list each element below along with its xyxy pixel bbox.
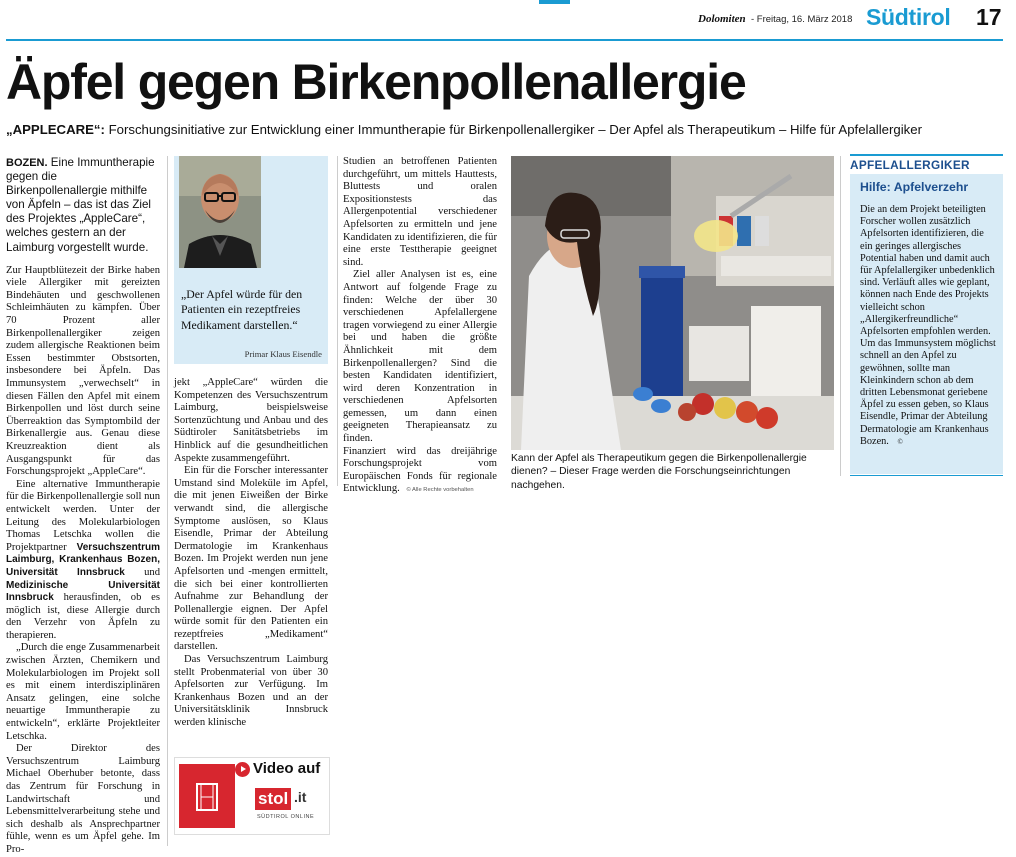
subline-text: Forschungsinitiative zur Entwicklung einer Immuntherapie für Birkenpollenallergiker – Der Apfel als Therapeutikum – Hilfe für Apfelallergiker xyxy=(104,122,922,137)
sidebar-text xyxy=(860,204,997,448)
column-1 xyxy=(6,156,160,857)
col1-paragraph-1: Zur Hauptblütezeit der Birke haben viele Allergiker mit gereizten Bindehäuten und geschwollenen Schleimhäuten zu kämpfen. Über 70 Prozent aller Birkenpollenallergiker zeigen zudem allergische Reaktionen beim Essen bestimmter Obstsorten, insbesondere bei Äpfeln. Das Immunsystem „verwechselt“ in diesen Fällen den Apfel mit einem Birkenpollen und löst durch seine Überreaktion das Symptombild der Birkenallergie aus. Genau diese Kreuzreaktion dient als Ausgangspunkt für das Forschungsprojekt „AppleCare“. xyxy=(6,264,160,478)
quote-box xyxy=(174,156,328,364)
top-accent-tab xyxy=(539,0,570,4)
sidebar-copyright: © xyxy=(897,437,903,446)
partner-names-2: Medizinische Universität Innsbruck xyxy=(6,579,160,604)
sidebar-title: Hilfe: Apfelverzehr xyxy=(860,180,969,194)
portrait-photo xyxy=(179,156,261,268)
stol-logo: stol xyxy=(255,788,291,810)
video-badge[interactable] xyxy=(174,757,330,835)
lab-scene-image xyxy=(511,156,834,450)
col1-paragraph-4: Der Direktor des Versuchszentrum Laimburg Michael Oberhuber betonte, dass das Zentrum für Forschung in Landwirtschaft und Lebensmittelverarbeitung stehe und sich deshalb als Ansprechpartner fühle, wenn es um Äpfel gehe. Im Pro- xyxy=(6,743,160,855)
rights-note: © Alle Rechte vorbehalten xyxy=(406,487,474,494)
masthead-page-number: 17 xyxy=(976,4,1002,30)
column-separator xyxy=(337,156,338,486)
col2-paragraph-3: Das Versuchszentrum Laimburg stellt Probenmaterial von über 30 Apfelsorten zur Verfügung. Im Krankenhaus Bozen und an der Universitätsklinik Innsbruck werden klinische xyxy=(174,654,328,729)
video-label: Video auf xyxy=(253,760,321,777)
sidebar-top-rule xyxy=(850,154,1003,156)
masthead-paper: Dolomiten xyxy=(698,13,746,25)
quote-attribution: Primar Klaus Eisendle xyxy=(244,349,322,359)
col2-paragraph-1: jekt „AppleCare“ würden die Kompetenzen des Versuchszentrum Laimburg, beispielsweise Sortenzüchtung und Anbau und des Südtiroler Sanitätsbetriebs im Hinblick auf die gesundheitlichen Aspekte zusammengeführt. xyxy=(174,377,328,464)
col1-paragraph-3: „Durch die enge Zusammenarbeit zwischen Ärzten, Chemikern und Molekularbiologen im Projekt soll es mit einem interdisziplinären Ansatz gelingen, eine solche neuartige Immuntherapie zu entwickeln“, erklärte Projektleiter Letschka. xyxy=(6,642,160,742)
intro-paragraph xyxy=(6,156,160,255)
sidebar-body: Die an dem Projekt beteiligten Forscher wollen zusätzlich Apfelsorten identifizieren, die ein geringes allergisches Potential haben und damit auch für Apfelallergiker unbedenklich sind. Verläuft alles wie geplant, können nach Ende des Projekts vielleicht schon „Allergikerfreundliche“ Apfelsorten empfohlen werden. Um das Immunsystem möglichst schnell an den Apfel zu gewöhnen, sollte man Kleinkindern schon ab dem dritten Lebensmonat geriebene Äpfel zu essen geben, so Klaus Eisendle, Primar der Abteilung Dermatologie am Krankenhaus Bozen. xyxy=(860,204,996,447)
subline xyxy=(6,122,1006,138)
masthead-dateline: - Freitag, 16. März 2018 xyxy=(751,14,853,25)
stol-tld: .it xyxy=(294,789,307,805)
sidebar-bottom-rule xyxy=(850,475,1003,476)
masthead xyxy=(600,3,1006,33)
col3-paragraph-2: Ziel aller Analysen ist es, eine Antwort auf folgende Frage zu finden: Welche der über 30 verschiedenen Apfelallergene tragen vorwiegend zu einer Allergie bei und haben die größte Ähnlichkeit mit dem Birkenpollenallergen? Sind die besten Kandidaten identifiziert, wird deren Konzentration in verschiedenen Apfelsorten gemessen, um dann einen geeigneten Therapieansatz zu finden. xyxy=(343,269,497,445)
masthead-rule xyxy=(6,39,1003,41)
column-separator xyxy=(167,156,168,846)
column-3 xyxy=(343,156,497,497)
col1-paragraph-2: Eine alternative Immuntherapie für die Birkenpollenallergie soll nun entwickelt werden. Unter der Leitung des Molekularbiologen Thomas Letschka wollen die Projektpartner Versuchszentrum Laimburg, Krankenhaus Bozen, Universität Innsbruck und Medizinische Universität Innsbruck herausfinden, ob es möglich ist, diese Allergie durch den Verzehr von Äpfeln zu therapieren. xyxy=(6,478,160,641)
lab-photo xyxy=(511,156,834,450)
col3-paragraph-3: Finanziert wird das dreijährige Forschungsprojekt vom Europäischen Fonds für regionale Entwicklung. xyxy=(343,445,497,495)
subline-lead: „APPLECARE“: xyxy=(6,122,105,137)
headline: Äpfel gegen Birkenpollenallergie xyxy=(6,54,746,110)
play-icon xyxy=(235,762,250,777)
video-icon-box xyxy=(179,764,235,828)
partner-names-1: Versuchszentrum Laimburg, Krankenhaus Bozen, Universität Innsbruck xyxy=(6,541,160,578)
stol-tagline: SÜDTIROL ONLINE xyxy=(257,814,315,820)
masthead-section: Südtirol xyxy=(866,4,951,30)
portrait-image xyxy=(179,156,261,268)
col2-paragraph-2: Ein für die Forscher interessanter Umstand sind Moleküle im Apfel, die mit jenen Eiweißen der Birke verwandt sind, die allergische Symptome auslösen, so Klaus Eisendle, Primar der Abteilung Dermatologie im Krankenhaus Bozen. Im Projekt werden nun jene Apfelsorten und -mengen ermittelt, die sich bei einer kontrollierten Aufnahme zur Behandlung der Pollenallergie eignen. Der Apfel würde somit für den Patienten ein rezeptfreies „Medikament“ darstellen. xyxy=(174,465,328,653)
pull-quote: „Der Apfel würde für den Patienten ein rezeptfreies Medikament darstellen.“ xyxy=(181,287,303,332)
column-2 xyxy=(174,377,328,730)
intro-text: Eine Immuntherapie gegen die Birkenpollenallergie mithilfe von Äpfeln – das ist das Ziel des Projektes „AppleCare“, welches gestern an der Laimburg vorgestellt wurde. xyxy=(6,156,155,254)
photo-caption: Kann der Apfel als Therapeutikum gegen die Birkenpollenallergie dienen? – Dieser Frage werden die Forschungseinrichtungen nachgehen. xyxy=(511,453,807,491)
dateline-place: BOZEN. xyxy=(6,157,48,169)
film-icon xyxy=(179,764,235,828)
sidebar-kicker: APFELALLERGIKER xyxy=(850,158,970,172)
sidebar-box xyxy=(850,174,1003,474)
col3-paragraph-1: Studien an betroffenen Patienten durchgeführt, um mittels Hauttests, Bluttests und oralen Expositionstests das Allergenpotential verschiedener Apfelsorten zu ermitteln und jene Kandidaten zu identifizieren, die für eine erste Testtherapie geeignet sind. xyxy=(343,156,497,268)
column-separator xyxy=(840,156,841,476)
